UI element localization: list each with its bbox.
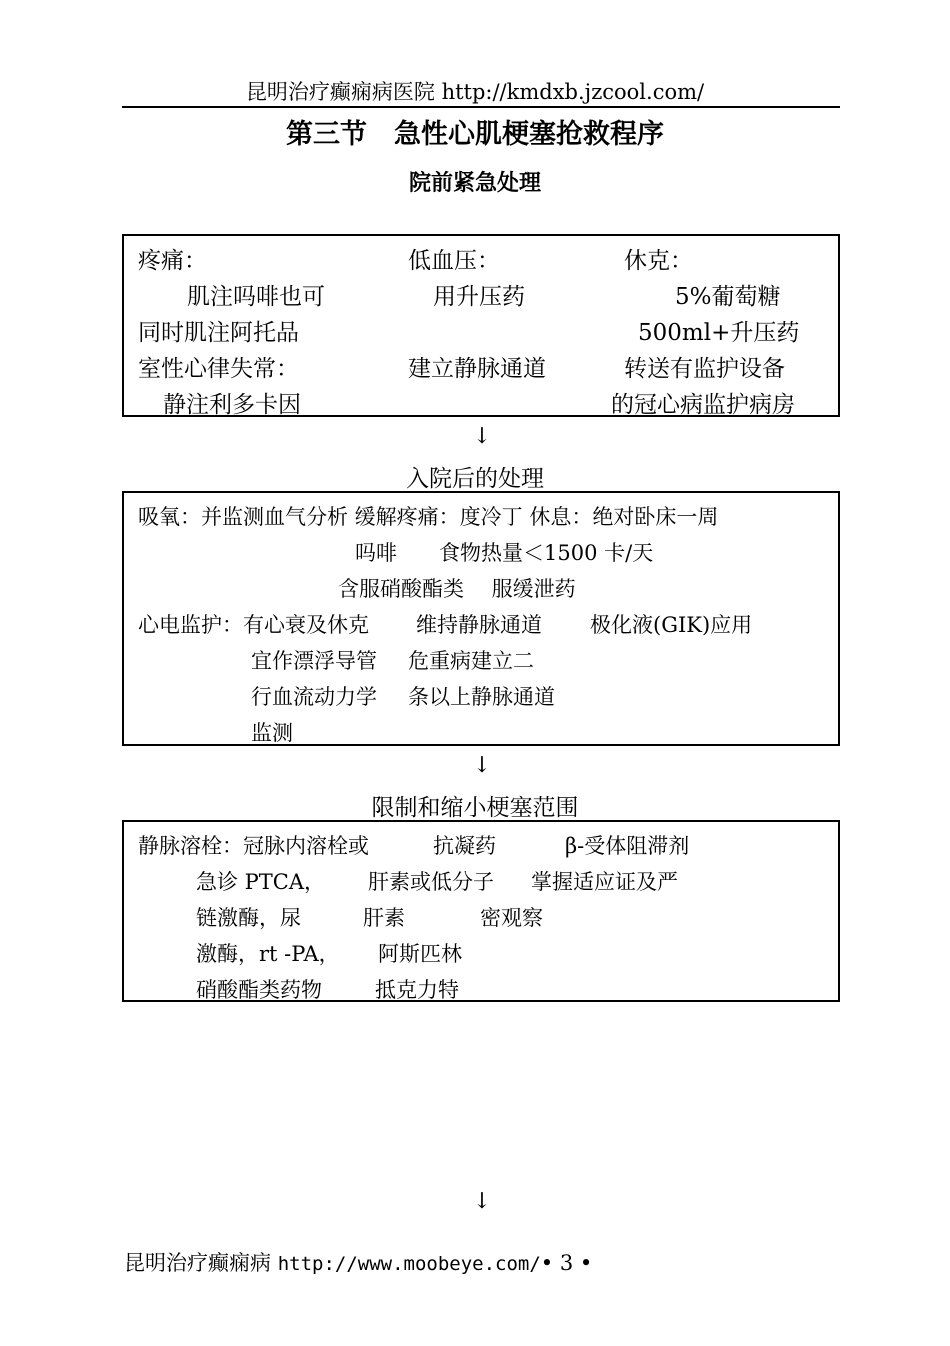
box2-row-5-b: 危重病建立二 <box>408 649 534 673</box>
pain-line-2: 同时肌注阿托品 <box>138 320 299 346</box>
box3-row-5-a: 硝酸酯类药物 <box>196 978 322 1002</box>
box2-row-3: 含服硝酸酯类 服缓泄药 <box>338 577 576 601</box>
hypotension-label: 低血压： <box>408 248 500 274</box>
box3-row-2-b: 肝素或低分子 <box>368 870 494 894</box>
shock-line-1: 5%葡萄糖 <box>675 284 781 310</box>
box2-row-1: 吸氧：并监测血气分析 缓解疼痛：度冷丁 休息：绝对卧床一周 <box>138 505 719 529</box>
section-1-title: 院前紧急处理 <box>408 170 541 196</box>
section-3-title: 限制和缩小梗塞范围 <box>371 795 579 821</box>
footer-prefix: 昆明治疗癫痫病 <box>124 1251 278 1275</box>
box3-row-3-b: 肝素 <box>363 906 405 930</box>
transfer-line-2: 的冠心病监护病房 <box>611 392 795 418</box>
box2-row-5-a: 宜作漂浮导管 <box>251 649 377 673</box>
pain-label: 疼痛： <box>138 248 207 274</box>
arrhythmia-label: 室性心律失常： <box>138 356 299 382</box>
box2-row-2: 吗啡 食物热量＜1500 卡/天 <box>355 541 654 565</box>
page-number: • 3 • <box>540 1251 593 1275</box>
down-arrow-icon: ↓ <box>472 1189 492 1214</box>
box2-row-4-a: 心电监护：有心衰及休克 <box>138 613 369 637</box>
page-header: 昆明治疗癫痫病医院 http://kmdxb.jzcool.com/ <box>245 80 705 104</box>
box3-row-4-a: 激酶，rt -PA， <box>196 942 340 966</box>
pain-line-1: 肌注吗啡也可 <box>187 284 325 310</box>
footer-url[interactable]: http://www.moobeye.com/ <box>277 1253 541 1275</box>
down-arrow-icon: ↓ <box>472 753 492 778</box>
box3-row-3-c: 密观察 <box>480 906 543 930</box>
box3-row-4-b: 阿斯匹林 <box>378 942 462 966</box>
box3-row-1-c: β-受体阻滞剂 <box>565 834 690 858</box>
transfer-line-1: 转送有监护设备 <box>624 356 785 382</box>
box3-row-1-a: 静脉溶栓：冠脉内溶栓或 <box>138 834 369 858</box>
header-rule <box>122 106 840 108</box>
box2-row-6-a: 行血流动力学 <box>251 685 377 709</box>
page-title: 第三节 急性心肌梗塞抢救程序 <box>286 119 664 150</box>
box2-row-7-a: 监测 <box>251 721 293 745</box>
box2-row-4-c: 极化液(GIK)应用 <box>590 613 753 637</box>
iv-access: 建立静脉通道 <box>408 356 546 382</box>
shock-line-2: 500ml+升压药 <box>638 320 800 346</box>
box3-row-1-b: 抗凝药 <box>433 834 496 858</box>
box3-row-5-b: 抵克力特 <box>375 978 459 1002</box>
box3-row-3-a: 链激酶，尿 <box>196 906 301 930</box>
section-2-title: 入院后的处理 <box>406 466 544 492</box>
arrhythmia-line-1: 静注利多卡因 <box>163 392 301 418</box>
box2-row-4-b: 维持静脉通道 <box>416 613 542 637</box>
down-arrow-icon: ↓ <box>472 424 492 449</box>
box2-row-6-b: 条以上静脉通道 <box>408 685 555 709</box>
shock-label: 休克： <box>624 248 693 274</box>
hypotension-line-1: 用升压药 <box>433 284 525 310</box>
box3-row-2-a: 急诊 PTCA， <box>196 870 326 894</box>
box3-row-2-c: 掌握适应证及严 <box>531 870 678 894</box>
page-footer <box>124 1247 592 1277</box>
